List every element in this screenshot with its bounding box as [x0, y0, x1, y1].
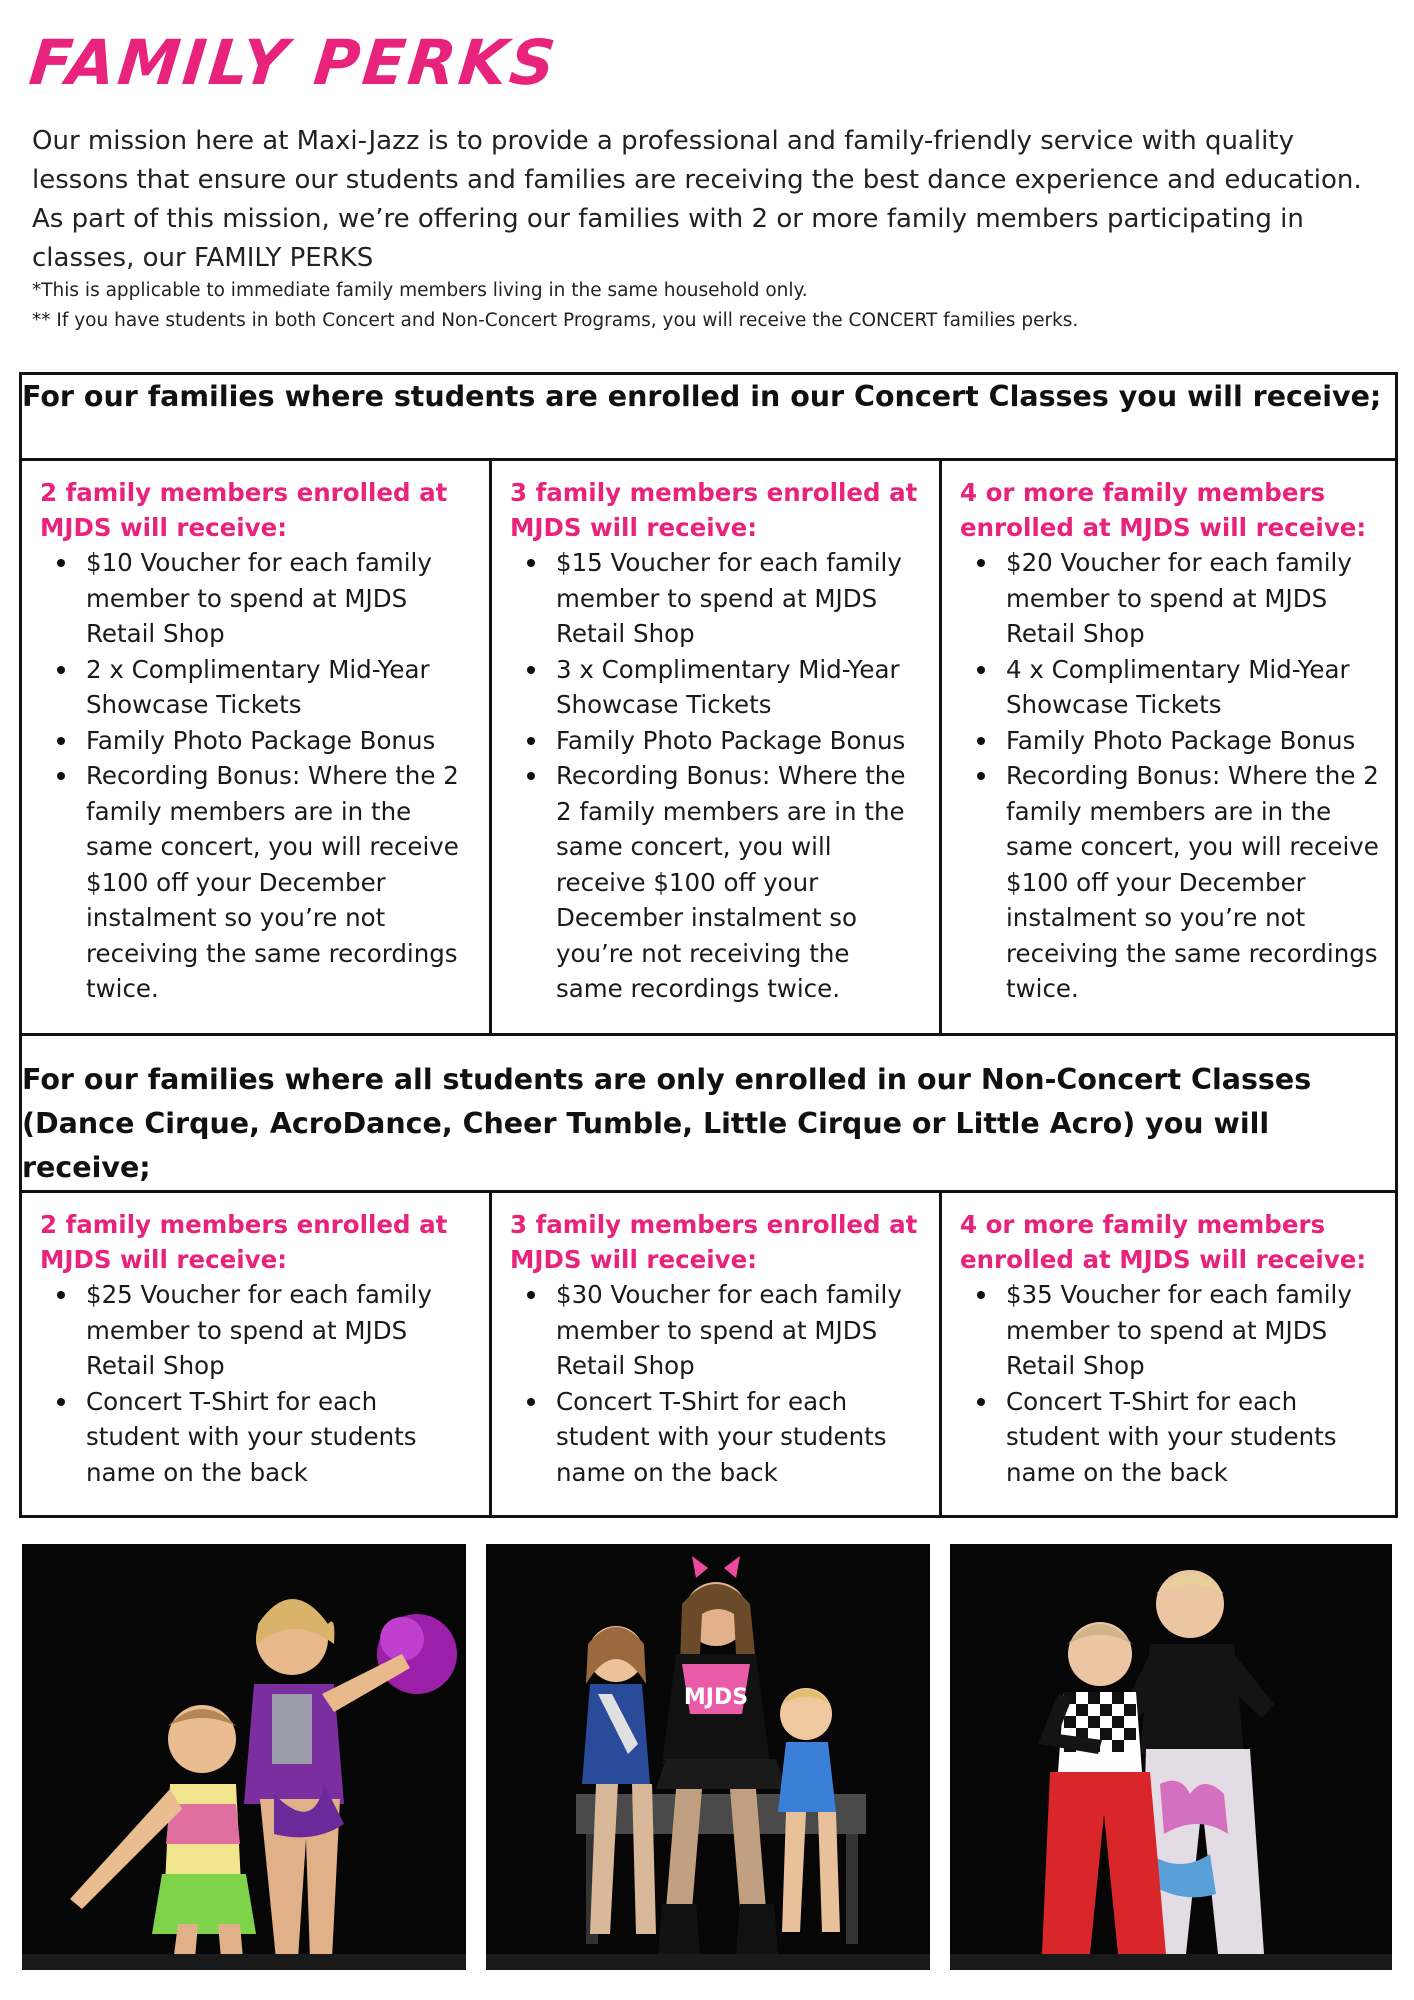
- perk-item: Recording Bonus: Where the 2 family members are in the same concert, you will receive $100 off your December instalment so you’re not receiving the same recordings twice.: [86, 758, 473, 1007]
- perk-item: 4 x Complimentary Mid-Year Showcase Tickets: [1006, 652, 1379, 723]
- photo-dancers-sequin: [22, 1544, 466, 1970]
- perk-item: Recording Bonus: Where the 2 family members are in the same concert, you will receive $100 off your December instalment so you’re not receiving the same recordings twice.: [556, 758, 923, 1007]
- perk-item: Recording Bonus: Where the 2 family members are in the same concert, you will receive $100 off your December instalment so you’re not receiving the same recordings twice.: [1006, 758, 1379, 1007]
- tier-title: 4 or more family members enrolled at MJDS will receive:: [960, 1210, 1367, 1274]
- perk-item: 3 x Complimentary Mid-Year Showcase Tickets: [556, 652, 923, 723]
- concert-tier-2: [21, 460, 491, 1035]
- perk-item: $35 Voucher for each family member to spend at MJDS Retail Shop: [1006, 1277, 1379, 1384]
- tier-title: 3 family members enrolled at MJDS will receive:: [510, 1210, 918, 1274]
- perk-item: $25 Voucher for each family member to spend at MJDS Retail Shop: [86, 1277, 473, 1384]
- concert-tier-3: [491, 460, 941, 1035]
- tier-title: 4 or more family members enrolled at MJDS will receive:: [960, 478, 1367, 542]
- tier-title: 3 family members enrolled at MJDS will receive:: [510, 478, 918, 542]
- perk-item: Concert T-Shirt for each student with your students name on the back: [556, 1384, 923, 1491]
- perk-item: $30 Voucher for each family member to spend at MJDS Retail Shop: [556, 1277, 923, 1384]
- perk-item: $10 Voucher for each family member to spend at MJDS Retail Shop: [86, 545, 473, 652]
- shirt-logo: MJDS: [683, 1685, 749, 1710]
- perk-list: [510, 545, 923, 1007]
- perk-item: $15 Voucher for each family member to spend at MJDS Retail Shop: [556, 545, 923, 652]
- perk-item: Family Photo Package Bonus: [1006, 723, 1379, 759]
- photo-hiphop-dancers: [950, 1544, 1392, 1970]
- perk-item: 2 x Complimentary Mid-Year Showcase Tickets: [86, 652, 473, 723]
- photo-strip: [0, 1544, 1414, 1974]
- tier-title: 2 family members enrolled at MJDS will receive:: [40, 478, 448, 542]
- perk-list: [960, 1277, 1379, 1490]
- intro-paragraph: Our mission here at Maxi-Jazz is to provide a professional and family-friendly service with quality lessons that ensure our students and families are receiving the best dance experience and education. As part of this mission, we’re offering our families with 2 or more family members participating in classes, our FAMILY PERKS: [32, 126, 1362, 273]
- perk-list: [40, 545, 473, 1007]
- concert-tier-4: [941, 460, 1397, 1035]
- perk-list: [510, 1277, 923, 1490]
- non-concert-tier-3: [491, 1192, 941, 1517]
- perk-item: Family Photo Package Bonus: [556, 723, 923, 759]
- photo-family-bench: [486, 1544, 930, 1970]
- non-concert-tier-4: [941, 1192, 1397, 1517]
- perk-item: Concert T-Shirt for each student with your students name on the back: [1006, 1384, 1379, 1491]
- perks-table: [19, 372, 1398, 1518]
- perk-item: Family Photo Package Bonus: [86, 723, 473, 759]
- tier-title: 2 family members enrolled at MJDS will receive:: [40, 1210, 448, 1274]
- page-title: FAMILY PERKS: [26, 26, 562, 99]
- footnote-household: *This is applicable to immediate family members living in the same household only.: [32, 280, 808, 301]
- non-concert-tiers-row: [21, 1192, 1397, 1517]
- perk-list: [40, 1277, 473, 1490]
- footnote-programs: ** If you have students in both Concert and Non-Concert Programs, you will receive the CONCERT families perks.: [32, 310, 1079, 331]
- perk-item: Concert T-Shirt for each student with your students name on the back: [86, 1384, 473, 1491]
- concert-heading: For our families where students are enrolled in our Concert Classes you will receive;: [21, 374, 1397, 460]
- concert-tiers-row: [21, 460, 1397, 1035]
- perk-item: $20 Voucher for each family member to spend at MJDS Retail Shop: [1006, 545, 1379, 652]
- non-concert-tier-2: [21, 1192, 491, 1517]
- perk-list: [960, 545, 1379, 1007]
- non-concert-heading: For our families where all students are only enrolled in our Non-Concert Classes (Dance Cirque, AcroDance, Cheer Tumble, Little Cirque or Little Acro) you will receive;: [21, 1035, 1397, 1192]
